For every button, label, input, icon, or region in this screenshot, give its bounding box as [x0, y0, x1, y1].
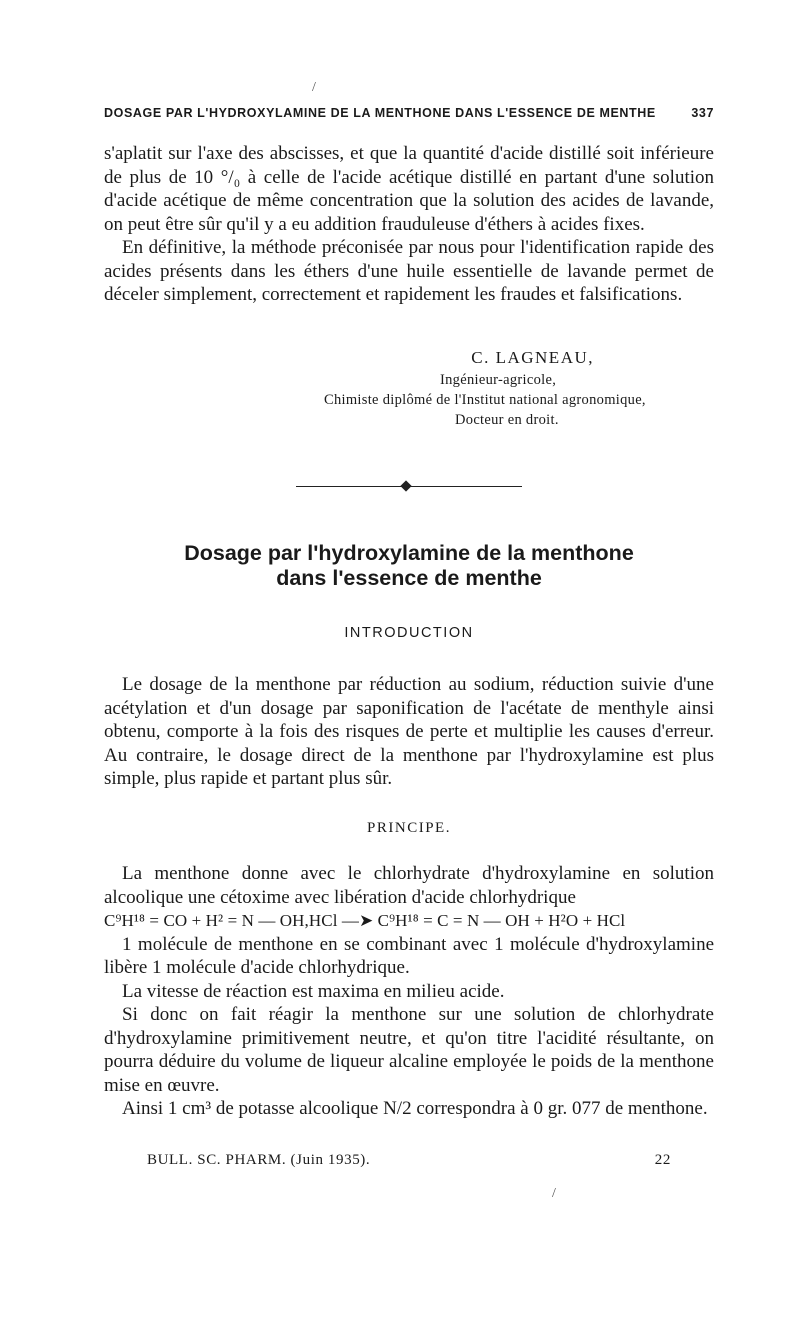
page-number: 337 [691, 106, 714, 120]
stray-mark-bottom: / [552, 1186, 556, 1201]
author-title: Chimiste diplômé de l'Institut national agronomique, [324, 392, 646, 408]
journal-citation: BULL. SC. PHARM. (Juin 1935). [147, 1152, 371, 1168]
paragraph: Ainsi 1 cm³ de potasse alcoolique N/2 correspondra à 0 gr. 077 de menthone. [122, 1098, 708, 1119]
paragraph: La vitesse de réaction est maxima en milieu acide. [122, 980, 505, 1002]
stray-mark-top: / [312, 80, 316, 95]
introduction-text [104, 673, 714, 791]
principe-text [104, 862, 714, 1121]
section-heading: PRINCIPE. [367, 820, 451, 836]
page-footer [147, 1152, 671, 1169]
running-head [104, 106, 714, 120]
article-title: dans l'essence de menthe [276, 566, 542, 590]
chemical-formula: C⁹H¹⁸ = CO + H² = N — OH,HCl —➤ C⁹H¹⁸ = C = N — OH + H²O + HCl [104, 911, 626, 930]
diamond-ornament-icon [400, 480, 411, 491]
signature-mark: 22 [654, 1152, 671, 1168]
author-signature [300, 348, 714, 430]
paragraph: En définitive, la méthode préconisée par nous pour l'identification rapide des acides présents dans les éthers d'une huile essentielle de lavande permet de déceler simplement, correctement et rapidement les fraudes et falsifications. [104, 237, 714, 305]
author-name: C. LAGNEAU, [471, 348, 594, 367]
section-heading: INTRODUCTION [344, 625, 474, 641]
paragraph: Si donc on fait réagir la menthone sur une solution de chlorhydrate d'hydroxylamine primitivement neutre, et qu'on titre l'acidité résultante, on pourra déduire du volume de liqueur alcaline employée le poids de la menthone mise en œuvre. [104, 1004, 714, 1096]
paragraph: La menthone donne avec le chlorhydrate d'hydroxylamine en solution alcoolique une cétoxime avec libération d'acide chlorhydrique [104, 863, 714, 908]
paragraph: Le dosage de la menthone par réduction au sodium, réduction suivie d'une acétylation et d'un dosage par saponification de l'acétate de menthyle ainsi obtenu, comporte à la fois des risques de perte et multiplie les causes d'erreur. Au contraire, le dosage direct de la menthone par l'hydroxylamine est plus simple, plus rapide et partant plus sûr. [104, 674, 714, 789]
article-title: Dosage par l'hydroxylamine de la menthone [184, 541, 634, 565]
paragraph: 1 molécule de menthone en se combinant avec 1 molécule d'hydroxylamine libère 1 molécule d'acide chlorhydrique. [104, 933, 714, 978]
author-title: Docteur en droit. [455, 412, 559, 428]
paragraph: s'aplatit sur l'axe des abscisses, et que la quantité d'acide distillé soit inférieure de plus de 10 °/₀ à celle de l'acide acétique distillé en partant d'une solution d'acide acétique de même concentration que la solution des acides de lavande, on peut être sûr qu'il y a eu addition frauduleuse d'éthers à acides fixes. [104, 143, 714, 235]
previous-article-text [104, 142, 714, 307]
running-title: DOSAGE PAR L'HYDROXYLAMINE DE LA MENTHONE DANS L'ESSENCE DE MENTHE [104, 106, 656, 120]
section-divider [296, 486, 522, 488]
author-title: Ingénieur-agricole, [440, 372, 557, 388]
